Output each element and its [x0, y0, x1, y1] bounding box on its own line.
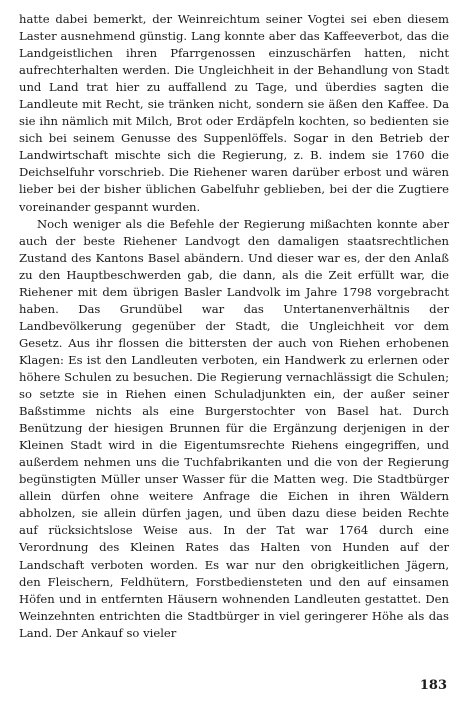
page-body — [19, 11, 449, 642]
paragraph-2: Noch weniger als die Befehle der Regierung mißachten konnte aber auch der beste Riehener Landvogt den damaligen staatsrechtlichen Zustand des Kantons Basel abändern. Und dieser war es, der den Anlaß zu den Hauptbeschwerden gab, die dann, als die Zeit erfüllt war, die Riehener mit dem übrigen Basler Landvolk im Jahre 1798 vorgebracht haben. Das Grundübel war das Untertanenverhältnis der Landbevölkerung gegenüber der Stadt, die Ungleichheit vor dem Gesetz. Aus ihr flossen die bittersten der auch von Riehen erhobenen Klagen: Es ist den Landleuten verboten, ein Handwerk zu erlernen oder höhere Schulen zu besuchen. Die Regierung vernachlässigt die Schulen; so setzte sie in Riehen einen Schuladjunkten ein, der außer seiner Baßstimme nichts als eine Burgerstochter von Basel hat. Durch Benützung der hiesigen Brunnen für die Ergänzung derjenigen in der Kleinen Stadt wird in die Eigentumsrechte Riehens eingegriffen, und außerdem nehmen uns die Tuchfabrikanten und die von der Regierung begünstigten Müller unser Wasser für die Matten weg. Die Stadtbürger allein dürfen ohne weitere Anfrage die Eichen in ihren Wäldern abholzen, sie allein dürfen jagen, und üben dazu diese beiden Rechte auf rücksichtslose Weise aus. In der Tat war 1764 durch eine Verordnung des Kleinen Rates das Halten von Hunden auf der Landschaft verboten worden. Es war nur den obrigkeitlichen Jägern, den Fleischern, Feldhütern, Forstbediensteten und den auf einsamen Höfen und in entfernten Häusern wohnenden Landleuten gestattet. Den Weinzehnten entrichten die Stadtbürger in viel geringerer Höhe als das Land. Der Ankauf so vieler — [19, 216, 449, 640]
page-number: 183 — [419, 678, 447, 693]
paragraph-1: hatte dabei bemerkt, der Weinreichtum seiner Vogtei sei eben diesem Laster ausnehmend günstig. Lang konnte aber das Kaffeeverbot, das die Landgeistlichen ihren Pfarrgenossen einzuschärfen hatten, nicht aufrechterhalten werden. Die Ungleichheit in der Behandlung von Stadt und Land trat hier zu auffallend zu Tage, und überdies sagten die Landleute mit Recht, sie tränken nicht, sondern sie äßen den Kaffee. Da sie ihn nämlich mit Milch, Brot oder Erdäpfeln kochten, so bedienten sie sich bei seinem Genusse des Suppenlöffels. Sogar in den Betrieb der Landwirtschaft mischte sich die Regierung, z. B. indem sie 1760 die Deichselfuhr vorschrieb. Die Riehener waren darüber erbost und wären lieber bei der bisher üblichen Gabelfuhr geblieben, bei der die Zugtiere voreinander gespannt wurden. — [19, 12, 449, 214]
